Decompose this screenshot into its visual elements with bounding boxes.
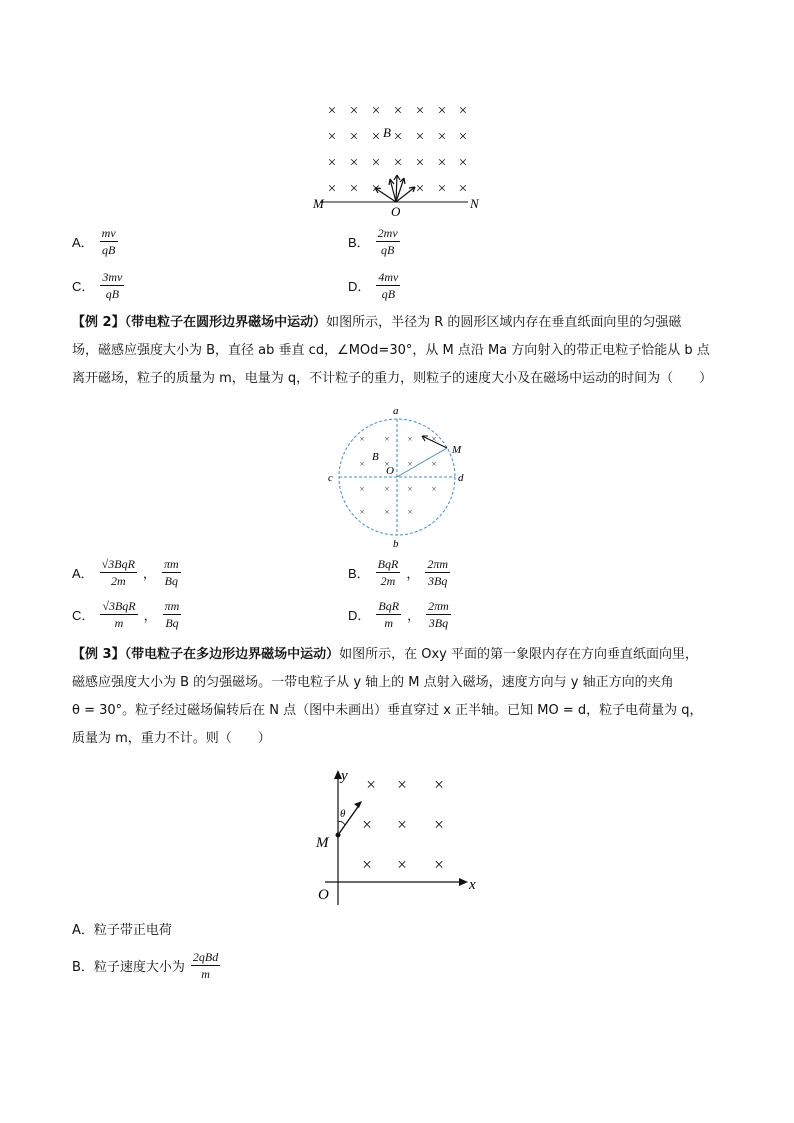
field-cross: ×: [327, 181, 337, 197]
label-d: d: [458, 472, 464, 484]
field-cross: ×: [437, 181, 447, 197]
field-cross: ×: [359, 484, 365, 494]
q3-option-a[interactable]: A．粒子带正电荷: [72, 923, 172, 938]
figure-3-axes-diagram: [305, 762, 490, 907]
velocity-arrows: [375, 175, 415, 202]
field-cross: ×: [393, 155, 403, 171]
field-cross: ×: [415, 103, 425, 119]
field-cross: ×: [415, 181, 425, 197]
q1-option-d[interactable]: D． $\frac{4mv}{qB}$: [348, 270, 399, 301]
field-cross: ×: [349, 155, 359, 171]
example-3-line1: 如图所示，在 Oxy 平面的第一象限内存在方向垂直纸面向里，: [339, 647, 698, 662]
field-cross: ×: [397, 815, 407, 834]
example-2-line2: 场，磁感应强度大小为 B，直径 ab 垂直 cd，∠MOd=30°，从 M 点沿 Ma 方向射入的带正电粒子恰能从 b 点: [72, 343, 710, 358]
example-3-line3: θ = 30°。粒子经过磁场偏转后在 N 点（图中未画出）垂直穿过 x 正半轴。已知 MO = d，粒子电荷量为 q，: [72, 703, 703, 718]
field-cross: ×: [458, 129, 468, 145]
field-cross: ×: [384, 459, 390, 469]
field-cross: ×: [366, 775, 376, 794]
label-o: O: [391, 204, 401, 219]
field-crosses: [362, 775, 444, 874]
field-cross: ×: [397, 855, 407, 874]
field-cross: ×: [349, 181, 359, 197]
q2-option-d[interactable]: D． $\frac{\text{BqR}}{m}$ ， $\frac{2\pi m}{3Bq}$: [348, 599, 449, 630]
field-cross: ×: [384, 507, 390, 517]
q2-option-a[interactable]: A． $\frac{\text{√3BqR}}{2m}$ ， $\frac{\pi m}{Bq}$: [72, 557, 179, 588]
example-3-line2: 磁感应强度大小为 B 的匀强磁场。一带电粒子从 y 轴上的 M 点射入磁场，速度方向与 y 轴正方向的夹角: [72, 675, 674, 690]
field-crosses: [359, 434, 436, 517]
example-3-text: [72, 641, 732, 753]
field-cross: ×: [434, 815, 444, 834]
field-cross: ×: [397, 775, 407, 794]
field-cross: ×: [371, 155, 381, 171]
field-cross: ×: [359, 459, 365, 469]
field-cross: ×: [415, 129, 425, 145]
label-theta: θ: [340, 808, 346, 820]
field-cross: ×: [434, 855, 444, 874]
label-b: B: [383, 125, 391, 140]
figure-2-circle-diagram: [322, 402, 472, 552]
field-cross: ×: [407, 507, 413, 517]
label-x: x: [469, 877, 476, 893]
field-cross: ×: [434, 775, 444, 794]
field-cross: ×: [458, 103, 468, 119]
label-field-b: B: [372, 451, 379, 463]
field-cross: ×: [359, 507, 365, 517]
field-cross: ×: [371, 103, 381, 119]
label-c: c: [328, 472, 333, 484]
field-cross: ×: [393, 129, 403, 145]
example-2-line3: 离开磁场，粒子的质量为 m，电量为 q，不计粒子的重力，则粒子的速度大小及在磁场中运动的时间为（ ）: [72, 371, 713, 386]
label-m: M: [452, 444, 462, 456]
field-crosses: [328, 103, 467, 197]
field-cross: ×: [327, 155, 337, 171]
field-cross: ×: [437, 103, 447, 119]
field-cross: ×: [431, 434, 437, 444]
label-m: M: [313, 196, 324, 211]
example-2-tag: 【例 2】: [72, 315, 125, 330]
field-cross: ×: [407, 459, 413, 469]
example-3-tag: 【例 3】: [72, 647, 125, 662]
field-cross: ×: [362, 815, 372, 834]
example-3-title: （带电粒子在多边形边界磁场中运动）: [124, 647, 340, 662]
field-cross: ×: [362, 855, 372, 874]
field-cross: ×: [393, 103, 403, 119]
example-3-line4: 质量为 m，重力不计。则（ ）: [72, 731, 271, 746]
field-cross: ×: [327, 103, 337, 119]
field-cross: ×: [327, 129, 337, 145]
field-cross: ×: [437, 129, 447, 145]
field-cross: ×: [431, 459, 437, 469]
field-cross: ×: [384, 434, 390, 444]
field-cross: ×: [415, 155, 425, 171]
q2-option-c[interactable]: C． $\frac{\text{√3BqR}}{m}$ ， $\frac{\pi m}{Bq}$: [72, 599, 180, 630]
example-2-text: [72, 309, 732, 393]
label-y: y: [341, 768, 348, 784]
label-n: N: [470, 196, 479, 211]
field-cross: ×: [458, 181, 468, 197]
label-b: b: [393, 538, 399, 550]
label-a: a: [393, 405, 399, 417]
field-cross: ×: [407, 484, 413, 494]
field-cross: ×: [371, 181, 381, 197]
field-cross: ×: [458, 155, 468, 171]
field-cross: ×: [349, 103, 359, 119]
field-cross: ×: [437, 155, 447, 171]
q1-option-c[interactable]: C． $\frac{3mv}{qB}$: [72, 270, 123, 301]
label-m: M: [316, 835, 329, 851]
field-cross: ×: [407, 434, 413, 444]
q1-option-a[interactable]: A． $\frac{mv}{qB}$: [72, 226, 116, 257]
q2-option-b[interactable]: B． $\frac{\text{BqR}}{2m}$ ， $\frac{2\pi m}{3Bq}$: [348, 557, 449, 588]
field-cross: ×: [431, 484, 437, 494]
label-o: O: [318, 887, 329, 903]
figure-1-field-diagram: [300, 95, 500, 220]
label-o: O: [386, 465, 394, 477]
field-cross: ×: [349, 129, 359, 145]
field-cross: ×: [359, 434, 365, 444]
q1-option-b[interactable]: B． $\frac{2mv}{qB}$: [348, 226, 398, 257]
example-2-line1: 如图所示，半径为 R 的圆形区域内存在垂直纸面向里的匀强磁: [326, 315, 682, 330]
example-2-title: （带电粒子在圆形边界磁场中运动）: [124, 315, 327, 330]
q3-option-b[interactable]: B．粒子速度大小为 $\frac{\text{2qBd}}{m}$: [72, 950, 219, 981]
field-cross: ×: [371, 129, 381, 145]
field-cross: ×: [384, 484, 390, 494]
